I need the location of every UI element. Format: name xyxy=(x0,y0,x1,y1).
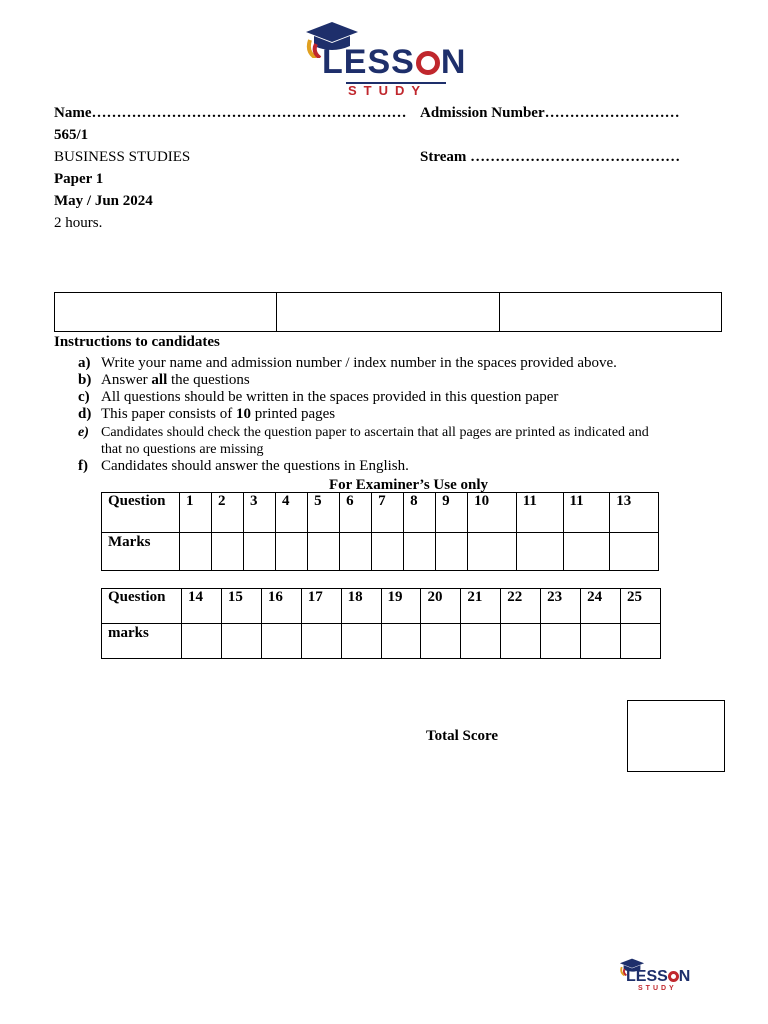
question-number-cell: 8 xyxy=(404,493,436,533)
instruction-text: that no questions are missing xyxy=(101,442,264,457)
admission-number-line: Admission Number……………………… xyxy=(420,105,680,121)
marks-cell[interactable] xyxy=(276,533,308,571)
marks-cell[interactable] xyxy=(301,624,341,659)
question-number-cell: 3 xyxy=(244,493,276,533)
total-score-box[interactable] xyxy=(627,700,725,772)
marks-table-1 xyxy=(101,492,659,571)
question-number-cell: 2 xyxy=(212,493,244,533)
marks-cell[interactable] xyxy=(541,624,581,659)
row-label: Question xyxy=(102,493,180,533)
logo-subtitle: STUDY xyxy=(348,83,428,98)
question-number-cell: 6 xyxy=(340,493,372,533)
question-number-cell: 14 xyxy=(182,589,222,624)
marks-table-2 xyxy=(101,588,661,659)
question-number-cell: 7 xyxy=(372,493,404,533)
marks-cell[interactable] xyxy=(244,533,276,571)
instruction-text: Candidates should answer the questions in English. xyxy=(101,458,409,474)
marks-cell[interactable] xyxy=(436,533,468,571)
instruction-text: All questions should be written in the spaces provided in this question paper xyxy=(101,389,559,405)
exam-session: May / Jun 2024 xyxy=(54,193,153,209)
instruction-text: This paper consists of 10 printed pages xyxy=(101,406,336,422)
name-line: Name……………………………………………………… xyxy=(54,105,407,121)
instruction-text: Answer all the questions xyxy=(101,372,250,388)
marks-cell[interactable] xyxy=(620,624,660,659)
instruction-label: c) xyxy=(78,389,90,405)
question-number-cell: 16 xyxy=(261,589,301,624)
row-label: Question xyxy=(102,589,182,624)
marks-row xyxy=(102,624,661,659)
paper-number: Paper 1 xyxy=(54,171,104,187)
marks-cell[interactable] xyxy=(341,624,381,659)
instruction-text: Candidates should check the question paper to ascertain that all pages are printed as indicated and xyxy=(101,425,649,440)
logo-subtitle: STUDY xyxy=(638,985,677,992)
question-number-cell: 22 xyxy=(501,589,541,624)
question-number-cell: 15 xyxy=(221,589,261,624)
marks-cell[interactable] xyxy=(468,533,517,571)
instruction-label: f) xyxy=(78,458,88,474)
question-number-cell: 23 xyxy=(541,589,581,624)
question-number-cell: 20 xyxy=(421,589,461,624)
question-number-cell: 24 xyxy=(581,589,621,624)
instruction-label: d) xyxy=(78,406,92,422)
instructions-title: Instructions to candidates xyxy=(54,334,220,350)
stream-line: Stream …………………………………… xyxy=(420,149,681,165)
question-number-cell: 4 xyxy=(276,493,308,533)
question-row xyxy=(102,589,661,624)
question-number-cell: 19 xyxy=(381,589,421,624)
marks-cell[interactable] xyxy=(372,533,404,571)
marks-cell[interactable] xyxy=(221,624,261,659)
marks-row xyxy=(102,533,659,571)
candidate-details-box xyxy=(54,292,722,332)
question-number-cell: 13 xyxy=(610,493,659,533)
question-number-cell: 9 xyxy=(436,493,468,533)
marks-cell[interactable] xyxy=(404,533,436,571)
marks-cell[interactable] xyxy=(261,624,301,659)
instruction-label: b) xyxy=(78,372,92,388)
marks-cell[interactable] xyxy=(308,533,340,571)
question-number-cell: 10 xyxy=(468,493,517,533)
details-cell[interactable] xyxy=(277,293,499,331)
marks-cell[interactable] xyxy=(610,533,659,571)
logo-word-end: N xyxy=(440,43,467,81)
logo-word: LESS xyxy=(322,43,415,81)
exam-duration: 2 hours. xyxy=(54,215,103,231)
marks-cell[interactable] xyxy=(563,533,610,571)
instruction-text: Write your name and admission number / index number in the spaces provided above. xyxy=(101,355,617,371)
paper-code: 565/1 xyxy=(54,127,89,143)
marks-cell[interactable] xyxy=(421,624,461,659)
marks-cell[interactable] xyxy=(340,533,372,571)
marks-cell[interactable] xyxy=(581,624,621,659)
pen-o-icon xyxy=(416,51,440,75)
question-number-cell: 21 xyxy=(461,589,501,624)
question-number-cell: 18 xyxy=(341,589,381,624)
row-label: Marks xyxy=(102,533,180,571)
marks-cell[interactable] xyxy=(212,533,244,571)
subject-title: BUSINESS STUDIES xyxy=(54,149,191,165)
question-number-cell: 11 xyxy=(563,493,610,533)
question-number-cell: 1 xyxy=(180,493,212,533)
marks-cell[interactable] xyxy=(180,533,212,571)
logo-word-end: N xyxy=(678,968,691,985)
marks-cell[interactable] xyxy=(516,533,563,571)
question-row xyxy=(102,493,659,533)
instruction-label: a) xyxy=(78,355,91,371)
marks-cell[interactable] xyxy=(381,624,421,659)
lesson-study-logo-small xyxy=(616,956,706,996)
row-label: marks xyxy=(102,624,182,659)
marks-cell[interactable] xyxy=(182,624,222,659)
examiner-section-title: For Examiner’s Use only xyxy=(329,477,489,493)
marks-cell[interactable] xyxy=(461,624,501,659)
details-cell[interactable] xyxy=(500,293,721,331)
total-score-label: Total Score xyxy=(426,728,499,744)
lesson-study-logo xyxy=(296,14,482,98)
instruction-label: e) xyxy=(78,425,89,440)
question-number-cell: 17 xyxy=(301,589,341,624)
marks-cell[interactable] xyxy=(501,624,541,659)
question-number-cell: 25 xyxy=(620,589,660,624)
question-number-cell: 11 xyxy=(516,493,563,533)
logo-word: LESS xyxy=(626,968,668,985)
details-cell[interactable] xyxy=(55,293,277,331)
question-number-cell: 5 xyxy=(308,493,340,533)
pen-o-icon xyxy=(668,971,679,982)
